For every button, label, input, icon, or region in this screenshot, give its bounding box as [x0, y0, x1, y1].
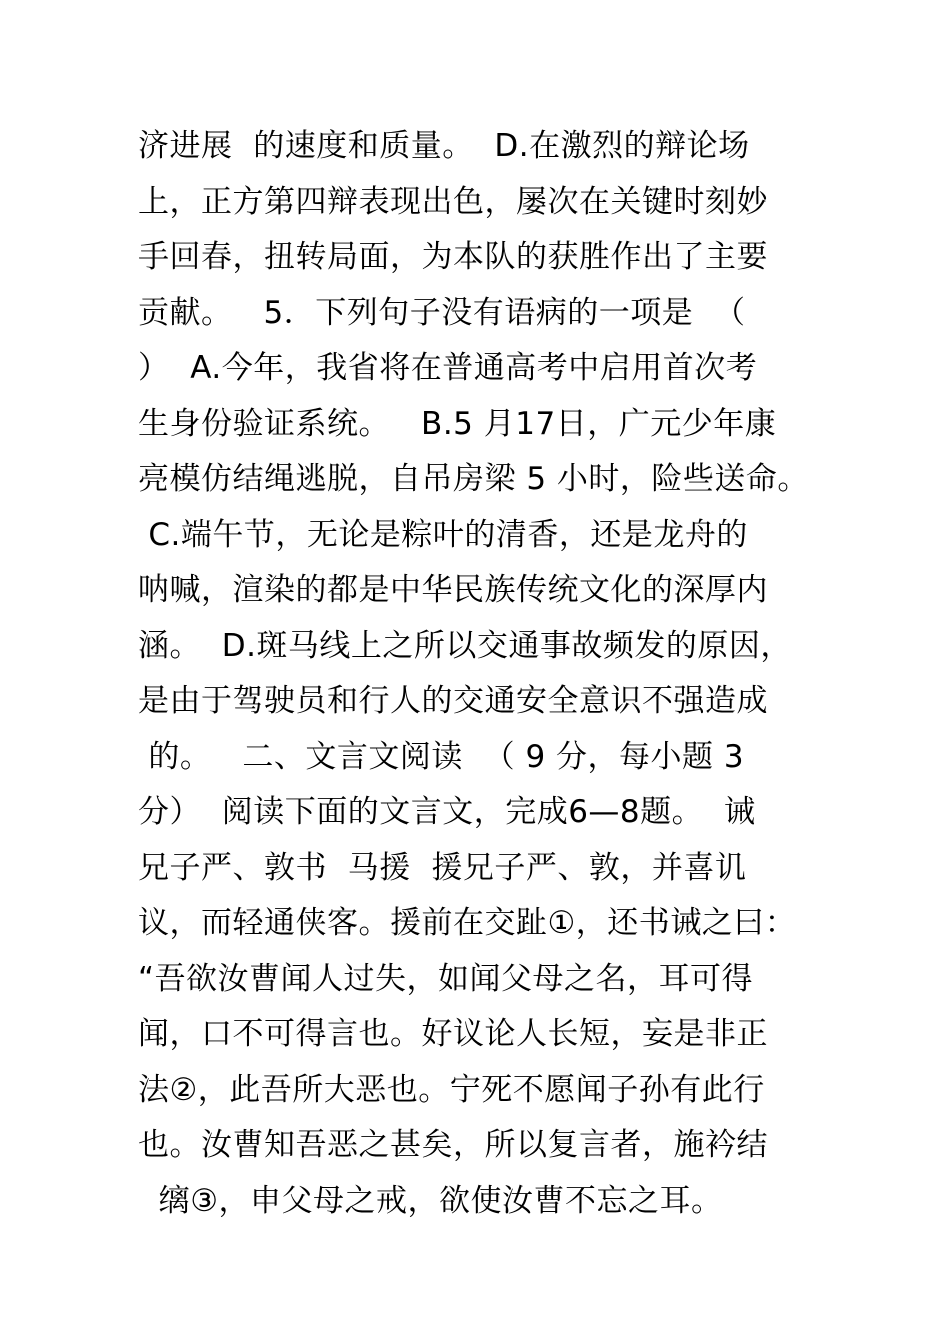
- text-line-2: 上，正方第四辩表现出色，屡次在关键时刻妙: [138, 184, 768, 220]
- text-line-6: 生身份验证系统。 B.5 月17日，广元少年康: [138, 406, 777, 442]
- text-line-8: C.端午节，无论是粽叶的清香，还是龙舟的: [138, 517, 748, 553]
- text-line-1: 济进展 的速度和质量。 D.在激烈的辩论场: [138, 128, 750, 164]
- text-line-3: 手回春，扭转局面，为本队的获胜作出了主要: [138, 239, 768, 275]
- text-line-4: 贡献。 5．下列句子没有语病的一项是 （: [138, 295, 746, 331]
- text-line-5: ） A.今年，我省将在普通高考中启用首次考: [138, 350, 758, 386]
- text-line-20: 缡③，申父母之戒，欲使汝曹不忘之耳。: [138, 1183, 723, 1219]
- text-line-10: 涵。 D.斑马线上之所以交通事故频发的原因，: [138, 628, 792, 664]
- text-line-12: 的。 二、文言文阅读 （ 9 分，每小题 3: [138, 739, 745, 775]
- text-line-13: 分） 阅读下面的文言文，完成6—8题。 诫: [138, 794, 756, 830]
- text-line-19: 也。汝曹知吾恶之甚矣，所以复言者，施衿结: [138, 1127, 768, 1163]
- text-line-17: 闻，口不可得言也。好议论人长短，妄是非正: [138, 1016, 768, 1052]
- text-line-15: 议，而轻通侠客。援前在交趾①，还书诫之曰：: [138, 905, 797, 941]
- text-line-7: 亮模仿结绳逃脱，自吊房梁 5 小时，险些送命。: [138, 461, 809, 497]
- text-line-18: 法②，此吾所大恶也。宁死不愿闻子孙有此行: [138, 1072, 765, 1108]
- text-line-11: 是由于驾驶员和行人的交通安全意识不强造成: [138, 683, 768, 719]
- text-line-16: “吾欲汝曹闻人过失，如闻父母之名，耳可得: [138, 961, 754, 997]
- text-line-9: 呐喊，渲染的都是中华民族传统文化的深厚内: [138, 572, 768, 608]
- text-line-14: 兄子严、敦书 马援 援兄子严、敦，并喜讥: [138, 850, 747, 886]
